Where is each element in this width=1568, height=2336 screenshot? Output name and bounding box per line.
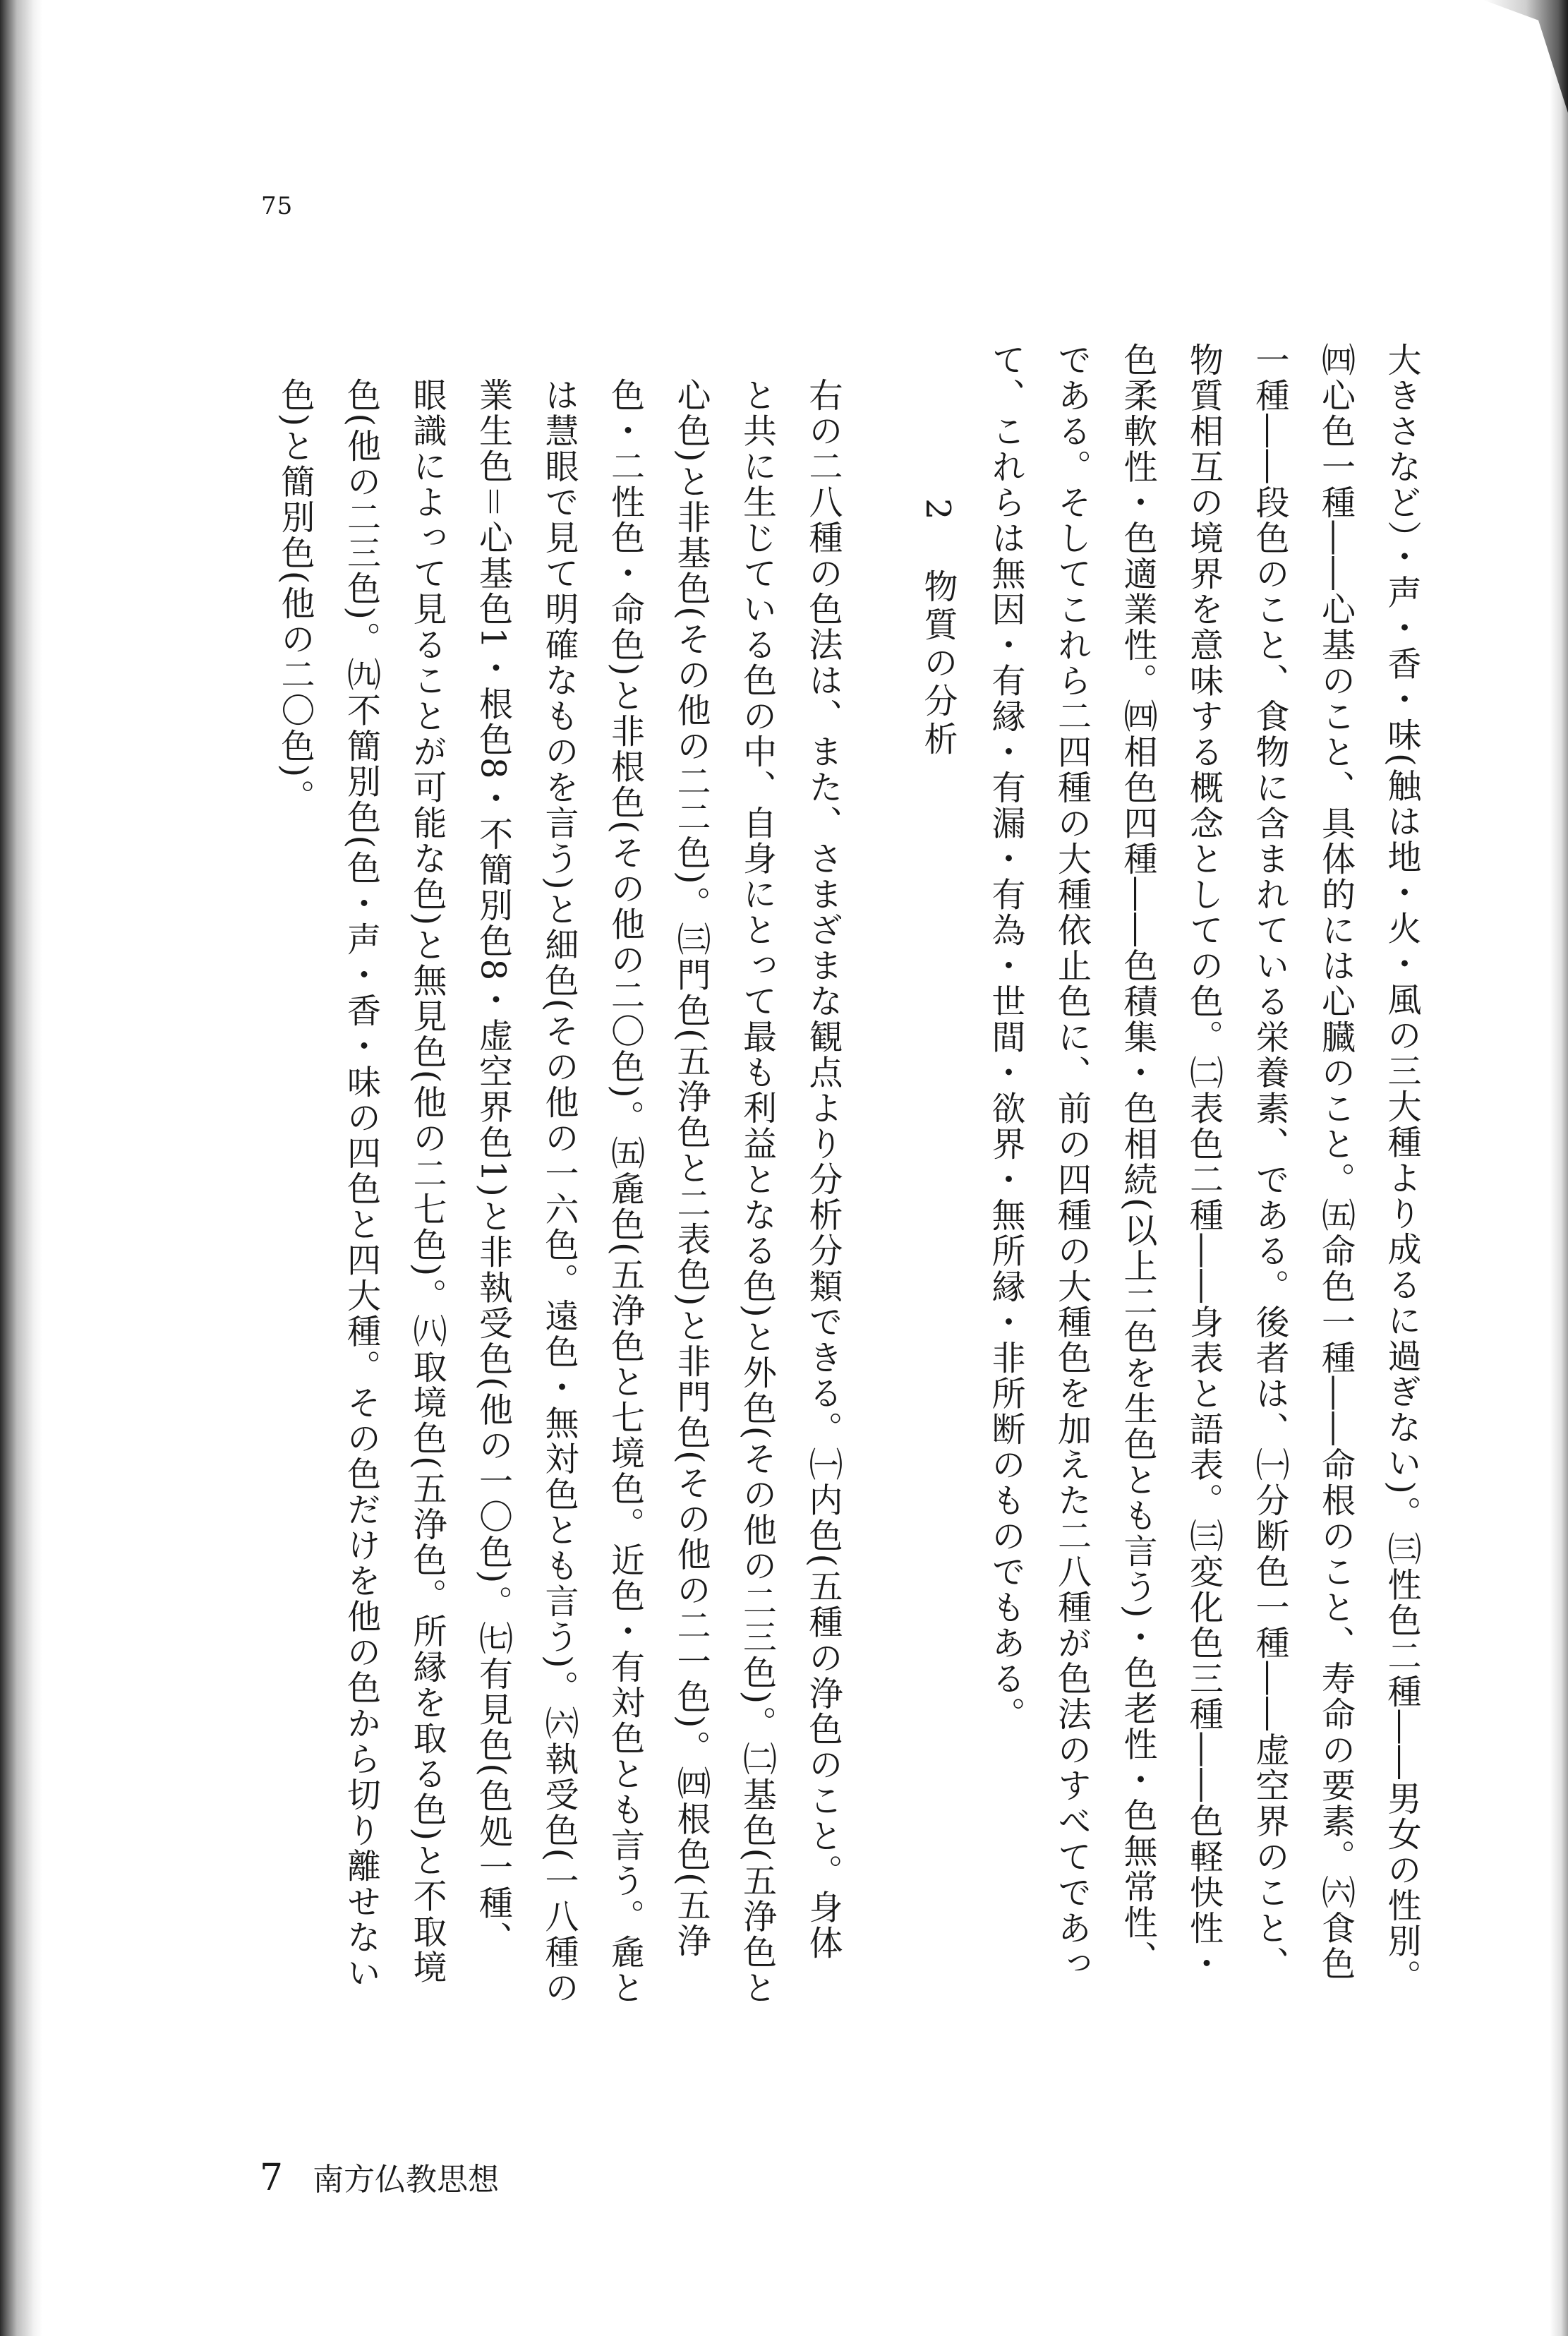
text-line: 一種――段色のこと、食物に含まれている栄養素、である。後者は、㈠分断色一種――虚空界のこと、 (1250, 342, 1289, 1982)
scan-left-edge-shadow (0, 0, 42, 2336)
footer-chapter-number: 7 (260, 2157, 284, 2199)
section-number: 2 (918, 498, 958, 524)
text-line: と共に生じている色の中、自身にとって最も利益となる色)と外色(その他の二三色)。㈡基色(五浄色と (737, 378, 777, 2006)
text-line: ㈣心色一種――心基のこと、具体的には心臓のこと。㈤命色一種――命根のこと、寿命の要素。㈥食色 (1315, 342, 1356, 1982)
text-line: 色・二性色・命色)と非根色(その他の二〇色)。㈤麁色(五浄色と七境色。近色・有対色とも言う。麁と (605, 378, 645, 2006)
footer-chapter-title: 南方仏教思想 (313, 2162, 500, 2198)
text-line: 物質相互の境界を意味する概念としての色。㈡表色二種――身表と語表。㈢変化色三種――色軽快性・ (1183, 342, 1224, 1982)
text-line: 色柔軟性・色適業性。㈣相色四種――色積集・色相続(以上二色を生色とも言う)・色老性・色無常性、 (1118, 342, 1157, 1976)
section-title: 物質の分析 (918, 568, 958, 759)
running-footer (260, 2154, 499, 2199)
text-line: は慧眼で見て明確なものを言う)と細色(その他の一六色。遠色・無対色とも言う)。㈥執受色(一八種の (539, 378, 579, 2006)
text-line: 色(他の二三色)。㈨不簡別色(色・声・香・味の四色と四大種。その色だけを他の色から切り離せない (341, 378, 381, 1991)
text-line: 眼識によって見ることが可能な色)と無見色(他の二七色)。㈧取境色(五浄色。所縁を取る色)と不取境 (407, 378, 447, 1985)
text-line: 右の二八種の色法は、また、さまざまな観点より分析分類できる。㈠内色(五種の浄色のこと。身体 (803, 378, 843, 1961)
section-heading (914, 498, 963, 759)
text-line: である。そしてこれら二四種の大種依止色に、前の四種の大種色を加えた二八種が色法のすべてであっ (1051, 342, 1092, 1982)
paragraph-top (972, 342, 1435, 1995)
text-line: 色)と簡別色(他の二〇色)。 (275, 378, 315, 815)
text-line: て、これらは無因・有縁・有漏・有為・世間・欲界・無所縁・非所断のものでもある。 (986, 342, 1025, 1733)
text-line: 心色)と非基色(その他の二二色)。㈢門色(五浄色と二表色)と非門色(その他の二一色)。㈣根色(五浄 (671, 378, 711, 1959)
page-number: 75 (261, 192, 294, 220)
paragraph-bottom (262, 378, 856, 2006)
scan-right-edge-shadow (1550, 0, 1568, 2336)
text-line: 大きさなど）・声・香・味(触は地・火・風の三大種より成るに過ぎない)。㈢性色二種――男女の性別。 (1382, 342, 1421, 1995)
text-line: 業生色＝心基色1・根色8・不簡別色8・虚空界色1)と非執受色(他の一〇色)。㈦有見色(色処一種、 (473, 378, 513, 1957)
